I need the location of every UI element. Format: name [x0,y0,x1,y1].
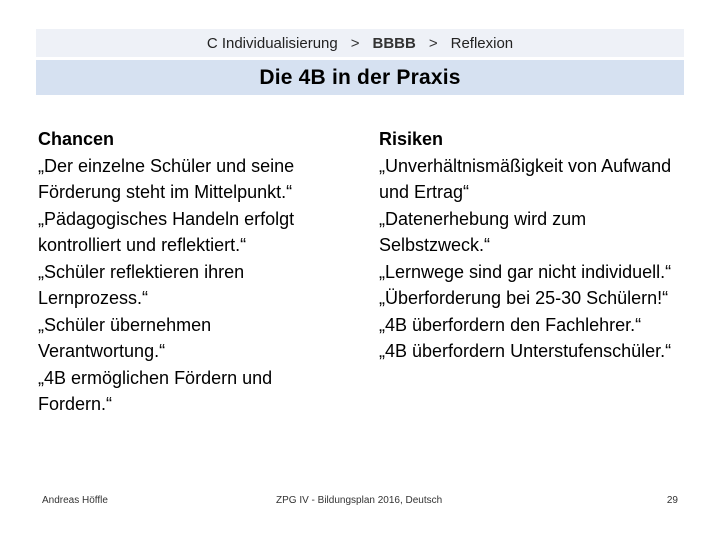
page-title: Die 4B in der Praxis [259,65,461,89]
chancen-heading: Chancen [38,129,115,149]
breadcrumb-item-reflexion: Reflexion [450,34,514,52]
risiken-heading: Risiken [379,129,444,149]
risiken-item: „Unverhältnismäßigkeit von Aufwand und Ertrag“ [379,155,672,202]
chancen-list [38,153,338,418]
footer-center-text: ZPG IV - Bildungsplan 2016, Deutsch [276,495,443,506]
chancen-column [38,126,338,418]
breadcrumb-item-individualisierung: C Individualisierung [206,34,338,52]
breadcrumb-separator: > [428,34,438,52]
breadcrumb [36,29,684,57]
footer-author: Andreas Höffle [42,495,108,506]
risiken-item: „Überforderung bei 25-30 Schülern!“ [379,288,669,308]
breadcrumb-item-bbbb: BBBB [372,34,416,52]
title-bar [36,60,684,95]
risiken-item: „Datenerhebung wird zum Selbstzweck.“ [379,208,587,255]
risiken-item: „Lernwege sind gar nicht individuell.“ [379,261,672,282]
risiken-item: „4B überfordern den Fachlehrer.“ [379,314,642,335]
risiken-column [379,126,684,365]
chancen-item: „Schüler reflektieren ihren Lernprozess.“ [38,261,245,308]
breadcrumb-separator: > [350,34,360,52]
chancen-item: „Schüler übernehmen Verantwortung.“ [38,314,212,361]
chancen-item: „Pädagogisches Handeln erfolgt kontrolliert und reflektiert.“ [38,208,295,255]
risiken-list [379,153,684,365]
page-number: 29 [666,495,678,506]
risiken-item: „4B überfordern Unterstufenschüler.“ [379,341,672,361]
chancen-item: „4B ermöglichen Fördern und Fordern.“ [38,367,273,414]
chancen-item: „Der einzelne Schüler und seine Förderung steht im Mittelpunkt.“ [38,155,295,202]
